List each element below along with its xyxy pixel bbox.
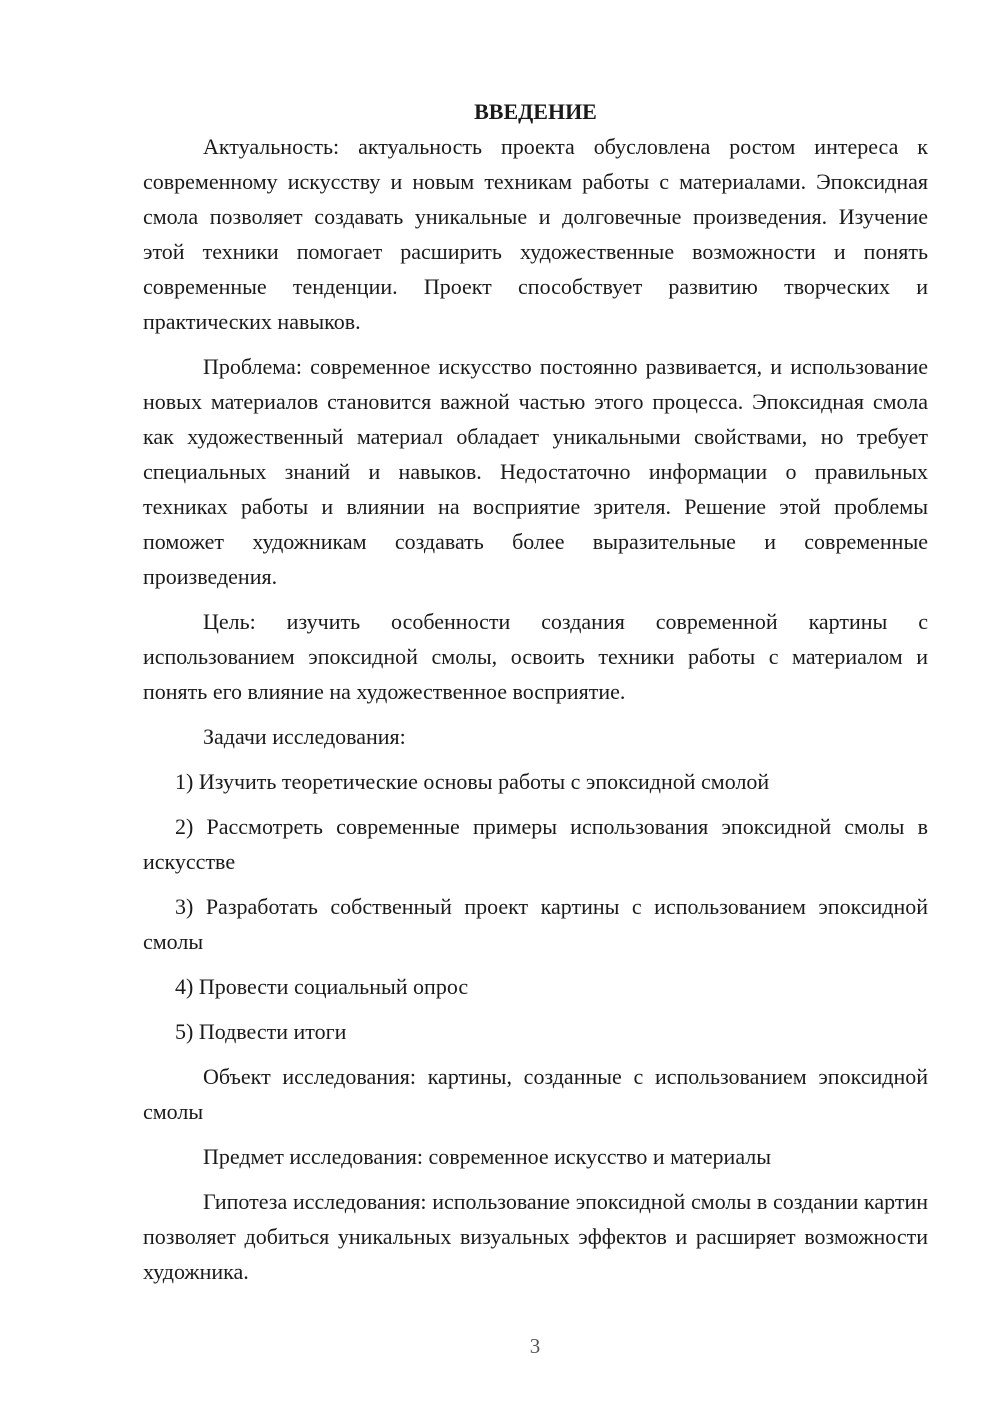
paragraph-relevance: Актуальность: актуальность проекта обусловлена ростом интереса к современному искусству и новым техникам работы с материалами. Эпоксидная смола позволяет создавать уникальные и долговечные произведения. Изучение этой техники помогает расширить художественные возможности и понять современные тенденции. Проект способствует развитию творческих и практических навыков. [143, 134, 928, 334]
document-page [143, 94, 928, 1289]
task-item-3: 3) Разработать собственный проект картины с использованием эпоксидной смолы [143, 894, 928, 954]
paragraph-hypothesis: Гипотеза исследования: использование эпоксидной смолы в создании картин позволяет добиться уникальных визуальных эффектов и расширяет возможности художника. [143, 1189, 928, 1284]
task-item-1: 1) Изучить теоретические основы работы с эпоксидной смолой [175, 769, 770, 794]
paragraph-subject: Предмет исследования: современное искусство и материалы [203, 1144, 772, 1169]
paragraph-goal: Цель: изучить особенности создания современной картины с использованием эпоксидной смолы, освоить техники работы с материалом и понять его влияние на художественное восприятие. [143, 609, 928, 704]
paragraph-problem: Проблема: современное искусство постоянно развивается, и использование новых материалов становится важной частью этого процесса. Эпоксидная смола как художественный материал обладает уникальными свойствами, но требует специальных знаний и навыков. Недостаточно информации о правильных техниках работы и влиянии на восприятие зрителя. Решение этой проблемы поможет художникам создавать более выразительные и современные произведения. [143, 354, 928, 589]
page-title: ВВЕДЕНИЕ [474, 99, 597, 124]
paragraph-object: Объект исследования: картины, созданные с использованием эпоксидной смолы [143, 1064, 928, 1124]
task-item-2: 2) Рассмотреть современные примеры использования эпоксидной смолы в искусстве [143, 814, 928, 874]
task-item-5: 5) Подвести итоги [175, 1019, 347, 1044]
title-container [143, 94, 928, 129]
page-number: 3 [529, 1334, 541, 1358]
tasks-heading: Задачи исследования: [203, 724, 406, 749]
task-item-4: 4) Провести социальный опрос [175, 974, 469, 999]
